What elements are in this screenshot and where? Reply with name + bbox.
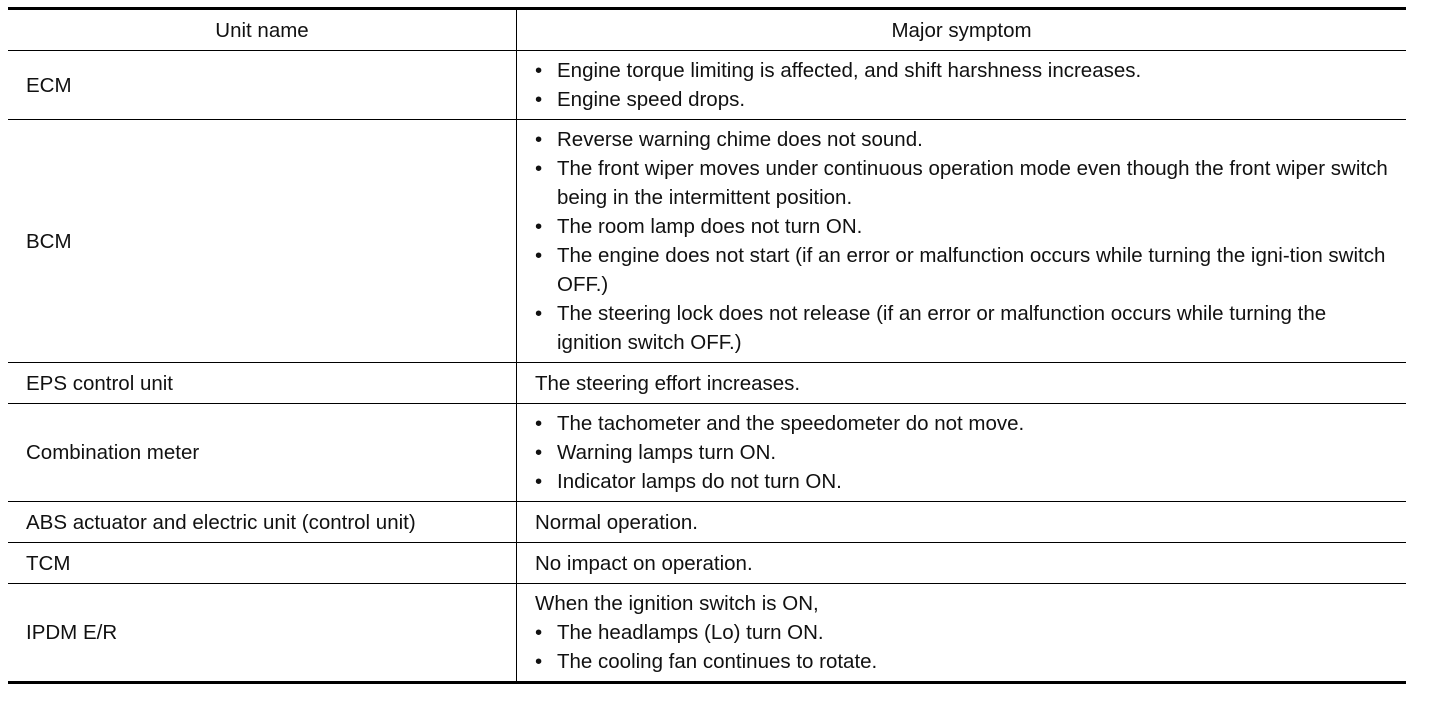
symptom-list: [535, 125, 1394, 357]
symptom-item: • The front wiper moves under continuous operation mode even though the front wiper switch being in the intermittent position.: [535, 154, 1394, 212]
symptom-cell: [517, 404, 1407, 502]
symptom-intro: When the ignition switch is ON,: [535, 592, 819, 615]
unit-cell: ECM: [8, 51, 517, 120]
symptom-cell: Normal operation.: [517, 502, 1407, 543]
table-row-ipdm: [8, 584, 1406, 683]
symptom-item: • The steering lock does not release (if an error or malfunction occurs while turning the ignition switch OFF.): [535, 299, 1394, 357]
symptom-item: • The room lamp does not turn ON.: [535, 212, 1394, 241]
unit-cell: BCM: [8, 120, 517, 363]
symptom-item: • The headlamps (Lo) turn ON.: [535, 618, 1394, 647]
symptom-list: [535, 618, 1394, 676]
symptom-cell: The steering effort increases.: [517, 363, 1407, 404]
symptom-item: • Warning lamps turn ON.: [535, 438, 1394, 467]
symptom-item: • The engine does not start (if an error or malfunction occurs while turning the igni-tion switch OFF.): [535, 241, 1394, 299]
symptom-list: [535, 409, 1394, 496]
table-row-combination-meter: [8, 404, 1406, 502]
unit-cell: ABS actuator and electric unit (control unit): [8, 502, 517, 543]
unit-cell: EPS control unit: [8, 363, 517, 404]
unit-cell: Combination meter: [8, 404, 517, 502]
symptom-cell: [517, 584, 1407, 683]
symptom-item: • Engine speed drops.: [535, 85, 1394, 114]
symptom-item: • Engine torque limiting is affected, and shift harshness increases.: [535, 56, 1394, 85]
header-unit-name: Unit name: [8, 9, 517, 51]
table-row-bcm: [8, 120, 1406, 363]
symptom-table: [8, 7, 1406, 684]
symptom-item: • Indicator lamps do not turn ON.: [535, 467, 1394, 496]
unit-cell: TCM: [8, 543, 517, 584]
table-row-ecm: [8, 51, 1406, 120]
symptom-item: • The cooling fan continues to rotate.: [535, 647, 1394, 676]
symptom-item: • Reverse warning chime does not sound.: [535, 125, 1394, 154]
symptom-list: [535, 56, 1394, 114]
table-row-abs: [8, 502, 1406, 543]
symptom-item: • The tachometer and the speedometer do not move.: [535, 409, 1394, 438]
table-row-tcm: [8, 543, 1406, 584]
symptom-cell: [517, 120, 1407, 363]
symptom-cell: No impact on operation.: [517, 543, 1407, 584]
header-major-symptom: Major symptom: [517, 9, 1407, 51]
unit-cell: IPDM E/R: [8, 584, 517, 683]
table-header-row: [8, 9, 1406, 51]
symptom-cell: [517, 51, 1407, 120]
table-row-eps: [8, 363, 1406, 404]
